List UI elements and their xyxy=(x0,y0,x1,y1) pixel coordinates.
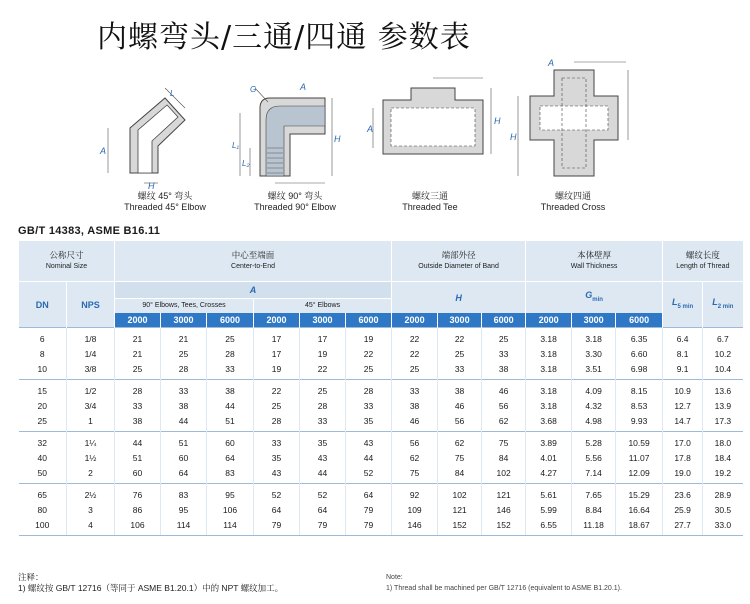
caption-cn: 螺纹三通 xyxy=(411,191,448,201)
figure-tee xyxy=(355,58,505,218)
table-cell: 4.32 xyxy=(572,398,616,413)
table-cell: 10 xyxy=(37,363,47,374)
table-cell: 64 xyxy=(346,484,392,503)
table-cell: 4.01 xyxy=(526,450,572,465)
table-row xyxy=(19,398,743,413)
label-l2: L₂ xyxy=(242,159,250,168)
table-cell: 146 xyxy=(392,517,438,536)
table-cell: 11.18 xyxy=(572,517,616,536)
table-cell: 4.98 xyxy=(572,413,616,432)
table-cell: 25 xyxy=(482,328,526,347)
table-cell: 19 xyxy=(300,346,346,361)
class-2000: 2000 xyxy=(392,313,438,328)
table-cell: 18.4 xyxy=(703,450,743,465)
table-cell: 38 xyxy=(392,398,438,413)
table-row xyxy=(19,502,743,517)
table-cell: 44 xyxy=(300,465,346,484)
table-cell: 64 xyxy=(207,450,254,465)
table-cell: 25 xyxy=(207,328,254,347)
table-cell: 28 xyxy=(254,413,300,432)
header-center-to-end: 中心至端面 Center-to-End xyxy=(115,241,392,282)
header-nps: NPS xyxy=(67,282,115,328)
table-row xyxy=(19,413,743,432)
table-cell: 25.9 xyxy=(663,502,703,517)
header-l5: $L_{5 min}$ xyxy=(663,282,703,328)
header-thread-length: 螺纹长度 Length of Thread xyxy=(663,241,743,282)
table-cell: 114 xyxy=(161,517,207,536)
table-cell: 28 xyxy=(115,380,161,399)
table-cell: 17.0 xyxy=(663,432,703,451)
figure-strip xyxy=(0,58,750,218)
table-row xyxy=(19,465,743,484)
table-cell: 22 xyxy=(438,328,482,347)
table-cell: 5.28 xyxy=(572,432,616,451)
table-cell: 1/4 xyxy=(67,346,115,361)
table-cell: 22 xyxy=(254,380,300,399)
table-cell: 3.18 xyxy=(572,328,616,347)
table-cell: 44 xyxy=(207,398,254,413)
table-cell: 52 xyxy=(346,465,392,484)
table-cell: 9.1 xyxy=(663,361,703,380)
standard-label: GB/T 14383, ASME B16.11 xyxy=(18,225,161,237)
cross-drawing xyxy=(498,58,648,193)
table-cell: 8.53 xyxy=(616,398,663,413)
table-cell: 8.15 xyxy=(616,380,663,399)
class-6000: 6000 xyxy=(482,313,526,328)
table-cell: 100 xyxy=(19,517,67,536)
label-a: A xyxy=(300,82,307,92)
table-cell: 15 xyxy=(19,380,67,399)
table-cell: 56 xyxy=(392,432,438,451)
table-cell: 38 xyxy=(115,413,161,432)
table-cell: 19 xyxy=(346,328,392,347)
table-cell: 25 xyxy=(37,415,47,426)
table-cell: 28 xyxy=(161,361,207,380)
table-cell: 6.4 xyxy=(663,328,703,347)
table-cell: 3.18 xyxy=(526,361,572,380)
caption-cn: 螺纹 45° 弯头 xyxy=(137,191,193,201)
header-nominal: 公称尺寸 Nominal Size xyxy=(19,241,115,282)
table-cell: 64 xyxy=(254,502,300,517)
label-a: A xyxy=(548,58,555,68)
table-cell: 7.14 xyxy=(572,465,616,484)
label-h: H xyxy=(510,132,517,142)
table-row xyxy=(19,432,743,451)
table-cell: 43 xyxy=(300,450,346,465)
table-cell: 8.1 xyxy=(663,346,703,361)
table-cell: 19.0 xyxy=(663,465,703,484)
table-cell: 46 xyxy=(482,380,526,399)
table-cell: 46 xyxy=(438,398,482,413)
class-6000: 6000 xyxy=(207,313,254,328)
table-cell: 38 xyxy=(482,361,526,380)
spec-table-body xyxy=(19,328,743,536)
table-cell: 19.2 xyxy=(703,465,743,484)
class-3000: 3000 xyxy=(572,313,616,328)
figure-45-elbow xyxy=(90,58,240,218)
header-l2: $L_{2 min}$ xyxy=(703,282,743,328)
table-cell: 51 xyxy=(161,432,207,451)
table-cell: 76 xyxy=(115,484,161,503)
table-cell: 25 xyxy=(115,361,161,380)
table-cell: 62 xyxy=(438,432,482,451)
table-cell: 2 xyxy=(67,465,115,484)
table-cell: 95 xyxy=(161,502,207,517)
table-cell: 3.30 xyxy=(572,346,616,361)
header-dn: DN xyxy=(19,282,67,328)
table-cell: 6.7 xyxy=(703,328,743,347)
table-cell: 60 xyxy=(161,450,207,465)
table-cell: 22 xyxy=(392,328,438,347)
table-cell: 5.56 xyxy=(572,450,616,465)
label-l: L xyxy=(170,89,175,98)
table-cell: 10.4 xyxy=(703,361,743,380)
table-cell: 109 xyxy=(392,502,438,517)
table-cell: 60 xyxy=(115,465,161,484)
table-row xyxy=(19,346,743,361)
elbow-45-drawing xyxy=(90,58,240,193)
header-symbol-h: H xyxy=(392,282,526,314)
table-cell: 17.8 xyxy=(663,450,703,465)
table-cell: 3.18 xyxy=(526,380,572,399)
table-cell: 28.9 xyxy=(703,484,743,503)
header-group-90: 90° Elbows, Tees, Crosses xyxy=(115,299,254,314)
table-cell: 65 xyxy=(19,484,67,503)
caption-en: Threaded 45° Elbow xyxy=(124,202,206,212)
class-2000: 2000 xyxy=(526,313,572,328)
table-cell: 3.51 xyxy=(572,361,616,380)
label-h: H xyxy=(494,116,501,126)
table-cell: 38 xyxy=(207,380,254,399)
table-cell: 13.9 xyxy=(703,398,743,413)
table-cell: 1/8 xyxy=(67,328,115,347)
table-cell: 14.7 xyxy=(663,413,703,432)
table-cell: 114 xyxy=(207,517,254,536)
table-cell: 51 xyxy=(115,450,161,465)
table-cell: 102 xyxy=(482,465,526,484)
table-cell: 62 xyxy=(392,450,438,465)
table-cell: 3/8 xyxy=(67,361,115,380)
label-h: H xyxy=(334,134,341,144)
table-cell: 43 xyxy=(254,465,300,484)
table-cell: 4.09 xyxy=(572,380,616,399)
table-cell: 33 xyxy=(207,361,254,380)
elbow-90-drawing xyxy=(220,58,370,193)
table-cell: 33 xyxy=(115,398,161,413)
table-cell: 25 xyxy=(392,361,438,380)
table-cell: 25 xyxy=(300,380,346,399)
table-cell: 10.9 xyxy=(663,380,703,399)
table-cell: 28 xyxy=(300,398,346,413)
table-cell: 18.0 xyxy=(703,432,743,451)
table-cell: 10.2 xyxy=(703,346,743,361)
table-cell: 46 xyxy=(392,413,438,432)
table-cell: 25 xyxy=(161,346,207,361)
table-cell: 8.84 xyxy=(572,502,616,517)
caption-en: Threaded 90° Elbow xyxy=(254,202,336,212)
table-cell: 21 xyxy=(115,346,161,361)
figure-cross xyxy=(498,58,648,218)
table-row xyxy=(19,450,743,465)
table-cell: 22 xyxy=(346,346,392,361)
table-cell: 21 xyxy=(161,328,207,347)
table-cell: 64 xyxy=(300,502,346,517)
table-row xyxy=(19,328,743,347)
label-g: G xyxy=(250,85,257,94)
table-cell: 3 xyxy=(67,502,115,517)
table-cell: 44 xyxy=(115,432,161,451)
table-cell: 79 xyxy=(346,502,392,517)
table-cell: 9.93 xyxy=(616,413,663,432)
table-cell: 146 xyxy=(482,502,526,517)
table-cell: 6 xyxy=(19,328,67,347)
caption-cn: 螺纹 90° 弯头 xyxy=(267,191,323,201)
table-cell: 84 xyxy=(438,465,482,484)
table-cell: 22 xyxy=(392,346,438,361)
table-cell: 33 xyxy=(482,346,526,361)
table-cell: 25 xyxy=(346,361,392,380)
table-cell: 6.98 xyxy=(616,361,663,380)
table-cell: 44 xyxy=(161,413,207,432)
table-cell: 60 xyxy=(207,432,254,451)
table-cell: 25 xyxy=(438,346,482,361)
table-cell: 8 xyxy=(39,348,45,359)
table-cell: 35 xyxy=(346,413,392,432)
table-cell: 38 xyxy=(438,380,482,399)
table-cell: 4 xyxy=(67,517,115,536)
table-cell: 12.09 xyxy=(616,465,663,484)
table-cell: 33 xyxy=(300,413,346,432)
table-cell: 17.3 xyxy=(703,413,743,432)
table-cell: 75 xyxy=(438,450,482,465)
table-cell: 20 xyxy=(37,400,47,411)
table-cell: 15.29 xyxy=(616,484,663,503)
table-cell: 62 xyxy=(482,413,526,432)
table-cell: 28 xyxy=(207,346,254,361)
table-cell: 40 xyxy=(37,452,47,463)
table-cell: 33 xyxy=(438,361,482,380)
note-en: Note: 1) Thread shall be machined per GB/T 12716 (equivalent to ASME B1.20.1). xyxy=(386,574,622,592)
header-wall-thickness: 本体壁厚 Wall Thickness xyxy=(526,241,663,282)
table-cell: 5.61 xyxy=(526,484,572,503)
header-outside-diameter: 端部外径 Outside Diameter of Band xyxy=(392,241,526,282)
class-2000: 2000 xyxy=(254,313,300,328)
table-cell: 11.07 xyxy=(616,450,663,465)
table-cell: 83 xyxy=(207,465,254,484)
table-cell: 86 xyxy=(115,502,161,517)
table-cell: 3.18 xyxy=(526,346,572,361)
table-cell: 79 xyxy=(254,517,300,536)
caption-en: Threaded Cross xyxy=(540,202,606,212)
table-cell: 102 xyxy=(438,484,482,503)
table-cell: 10.59 xyxy=(616,432,663,451)
table-cell: 13.6 xyxy=(703,380,743,399)
table-cell: 1/2 xyxy=(67,380,115,399)
caption-en: Threaded Tee xyxy=(402,202,458,212)
table-cell: 21 xyxy=(115,328,161,347)
table-cell: 16.64 xyxy=(616,502,663,517)
table-cell: 6.60 xyxy=(616,346,663,361)
table-cell: 23.6 xyxy=(663,484,703,503)
table-cell: 106 xyxy=(115,517,161,536)
table-cell: 30.5 xyxy=(703,502,743,517)
table-cell: 35 xyxy=(254,450,300,465)
table-cell: 27.7 xyxy=(663,517,703,536)
table-cell: 33 xyxy=(392,380,438,399)
table-cell: 3.18 xyxy=(526,398,572,413)
note-cn: 注释： 1) 螺纹按 GB/T 12716（等同于 ASME B1.20.1）中的 NPT 螺纹加工。 xyxy=(18,572,284,593)
table-cell: 79 xyxy=(346,517,392,536)
table-cell: 64 xyxy=(161,465,207,484)
table-cell: 56 xyxy=(438,413,482,432)
table-cell: 1¼ xyxy=(67,432,115,451)
table-cell: 33 xyxy=(254,432,300,451)
page-title: 内螺弯头/三通/四通 参数表 xyxy=(97,20,471,55)
table-cell: 12.7 xyxy=(663,398,703,413)
table-cell: 44 xyxy=(346,450,392,465)
table-cell: 152 xyxy=(438,517,482,536)
table-cell: 3.89 xyxy=(526,432,572,451)
table-row xyxy=(19,380,743,399)
table-cell: 25 xyxy=(254,398,300,413)
table-cell: 3/4 xyxy=(67,398,115,413)
table-cell: 38 xyxy=(161,398,207,413)
table-cell: 17 xyxy=(254,328,300,347)
table-cell: 17 xyxy=(254,346,300,361)
table-cell: 80 xyxy=(37,504,47,515)
table-row xyxy=(19,484,743,503)
table-cell: 79 xyxy=(300,517,346,536)
label-h: H xyxy=(148,181,155,191)
table-cell: 17 xyxy=(300,328,346,347)
table-cell: 84 xyxy=(482,450,526,465)
table-row xyxy=(19,517,743,536)
table-cell: 152 xyxy=(482,517,526,536)
table-cell: 51 xyxy=(207,413,254,432)
table-cell: 6.35 xyxy=(616,328,663,347)
table-cell: 28 xyxy=(346,380,392,399)
table-cell: 43 xyxy=(346,432,392,451)
tee-drawing xyxy=(355,58,505,193)
figure-90-elbow xyxy=(220,58,370,218)
class-3000: 3000 xyxy=(438,313,482,328)
caption-cn: 螺纹四通 xyxy=(554,191,591,201)
table-cell: 19 xyxy=(254,361,300,380)
class-2000: 2000 xyxy=(115,313,161,328)
table-cell: 75 xyxy=(392,465,438,484)
table-cell: 3.68 xyxy=(526,413,572,432)
table-cell: 3.18 xyxy=(526,328,572,347)
table-cell: 33 xyxy=(346,398,392,413)
table-cell: 32 xyxy=(19,432,67,451)
header-symbol-g: $G_{min}$ xyxy=(526,282,663,314)
spec-table xyxy=(18,241,743,536)
class-6000: 6000 xyxy=(346,313,392,328)
table-cell: 33 xyxy=(161,380,207,399)
label-l1: L₁ xyxy=(232,141,239,150)
class-3000: 3000 xyxy=(161,313,207,328)
label-a: A xyxy=(367,124,374,134)
table-cell: 52 xyxy=(300,484,346,503)
table-cell: 1½ xyxy=(67,450,115,465)
table-cell: 121 xyxy=(482,484,526,503)
table-cell: 56 xyxy=(482,398,526,413)
table-cell: 106 xyxy=(207,502,254,517)
table-cell: 5.99 xyxy=(526,502,572,517)
table-row xyxy=(19,361,743,380)
table-cell: 2½ xyxy=(67,484,115,503)
table-cell: 22 xyxy=(300,361,346,380)
table-cell: 121 xyxy=(438,502,482,517)
table-cell: 75 xyxy=(482,432,526,451)
table-cell: 4.27 xyxy=(526,465,572,484)
table-cell: 95 xyxy=(207,484,254,503)
header-symbol-a: A xyxy=(115,282,392,299)
label-a: A xyxy=(100,146,107,156)
class-6000: 6000 xyxy=(616,313,663,328)
table-cell: 1 xyxy=(67,413,115,432)
table-cell: 92 xyxy=(392,484,438,503)
header-group-45: 45° Elbows xyxy=(254,299,392,314)
table-cell: 7.65 xyxy=(572,484,616,503)
table-cell: 35 xyxy=(300,432,346,451)
class-3000: 3000 xyxy=(300,313,346,328)
table-cell: 6.55 xyxy=(526,517,572,536)
table-cell: 52 xyxy=(254,484,300,503)
table-cell: 50 xyxy=(37,467,47,478)
table-cell: 33.0 xyxy=(703,517,743,536)
table-cell: 18.67 xyxy=(616,517,663,536)
table-cell: 83 xyxy=(161,484,207,503)
